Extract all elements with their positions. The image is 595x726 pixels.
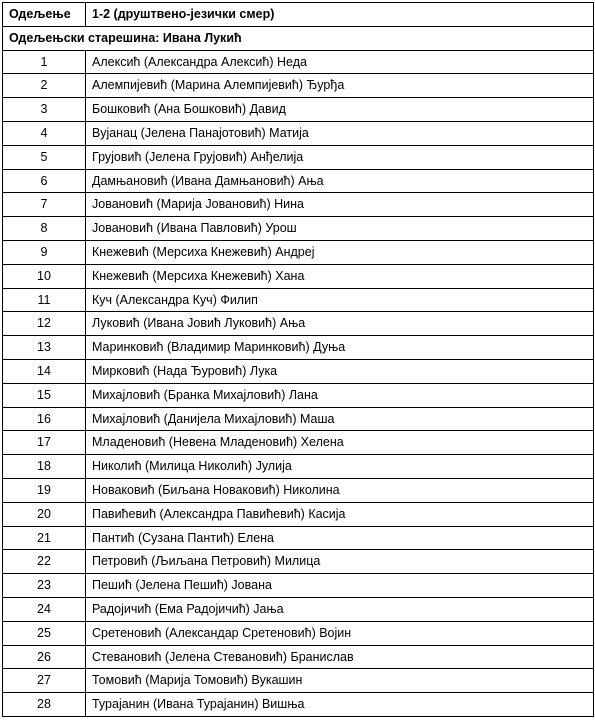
table-row bbox=[3, 502, 594, 526]
table-row bbox=[3, 121, 594, 145]
class-roster-table bbox=[2, 2, 594, 717]
student-name: Вујанац (Јелена Панајотовић) Матија bbox=[86, 121, 594, 145]
student-name: Стевановић (Јелена Стевановић) Бранислав bbox=[86, 645, 594, 669]
student-name: Томовић (Марија Томовић) Вукашин bbox=[86, 669, 594, 693]
table-row bbox=[3, 455, 594, 479]
student-name: Алемпијевић (Марина Алемпијевић) Ђурђа bbox=[86, 74, 594, 98]
student-name: Кнежевић (Мерсиха Кнежевић) Андреј bbox=[86, 240, 594, 264]
class-header-row bbox=[3, 3, 594, 27]
row-number: 5 bbox=[3, 145, 86, 169]
row-number: 23 bbox=[3, 574, 86, 598]
row-number: 7 bbox=[3, 193, 86, 217]
table-row bbox=[3, 98, 594, 122]
table-row bbox=[3, 574, 594, 598]
row-number: 14 bbox=[3, 359, 86, 383]
row-number: 15 bbox=[3, 383, 86, 407]
roster-body bbox=[3, 3, 594, 717]
table-row bbox=[3, 217, 594, 241]
table-row bbox=[3, 336, 594, 360]
row-number: 3 bbox=[3, 98, 86, 122]
student-name: Николић (Милица Николић) Јулија bbox=[86, 455, 594, 479]
table-row bbox=[3, 312, 594, 336]
table-row bbox=[3, 50, 594, 74]
student-name: Кнежевић (Мерсиха Кнежевић) Хана bbox=[86, 264, 594, 288]
student-name: Јовановић (Марија Јовановић) Нина bbox=[86, 193, 594, 217]
class-label: Одељење bbox=[3, 3, 86, 27]
table-row bbox=[3, 240, 594, 264]
table-row bbox=[3, 145, 594, 169]
student-name: Михајловић (Данијела Михајловић) Маша bbox=[86, 407, 594, 431]
row-number: 21 bbox=[3, 526, 86, 550]
row-number: 25 bbox=[3, 621, 86, 645]
student-name: Павићевић (Александра Павићевић) Касија bbox=[86, 502, 594, 526]
student-name: Петровић (Љиљана Петровић) Милица bbox=[86, 550, 594, 574]
row-number: 27 bbox=[3, 669, 86, 693]
table-row bbox=[3, 693, 594, 717]
student-name: Мирковић (Нада Ђуровић) Лука bbox=[86, 359, 594, 383]
table-row bbox=[3, 550, 594, 574]
row-number: 2 bbox=[3, 74, 86, 98]
table-row bbox=[3, 193, 594, 217]
student-name: Радојичић (Ема Радојичић) Јања bbox=[86, 597, 594, 621]
row-number: 13 bbox=[3, 336, 86, 360]
row-number: 18 bbox=[3, 455, 86, 479]
student-name: Алексић (Александра Алексић) Неда bbox=[86, 50, 594, 74]
table-row bbox=[3, 645, 594, 669]
student-name: Турајанин (Ивана Турајанин) Вишња bbox=[86, 693, 594, 717]
student-name: Сретеновић (Александар Сретеновић) Војин bbox=[86, 621, 594, 645]
row-number: 12 bbox=[3, 312, 86, 336]
student-name: Куч (Александра Куч) Филип bbox=[86, 288, 594, 312]
table-row bbox=[3, 669, 594, 693]
row-number: 6 bbox=[3, 169, 86, 193]
row-number: 24 bbox=[3, 597, 86, 621]
row-number: 9 bbox=[3, 240, 86, 264]
student-name: Дамњановић (Ивана Дамњановић) Ања bbox=[86, 169, 594, 193]
student-name: Бошковић (Ана Бошковић) Давид bbox=[86, 98, 594, 122]
student-name: Маринковић (Владимир Маринковић) Дуња bbox=[86, 336, 594, 360]
row-number: 1 bbox=[3, 50, 86, 74]
student-name: Новаковић (Биљана Новаковић) Николина bbox=[86, 478, 594, 502]
table-row bbox=[3, 597, 594, 621]
table-row bbox=[3, 288, 594, 312]
row-number: 8 bbox=[3, 217, 86, 241]
table-row bbox=[3, 407, 594, 431]
class-value: 1-2 (друштвено-језички смер) bbox=[86, 3, 594, 27]
row-number: 20 bbox=[3, 502, 86, 526]
table-row bbox=[3, 621, 594, 645]
student-name: Пантић (Сузана Пантић) Елена bbox=[86, 526, 594, 550]
table-row bbox=[3, 383, 594, 407]
row-number: 11 bbox=[3, 288, 86, 312]
table-row bbox=[3, 431, 594, 455]
table-row bbox=[3, 359, 594, 383]
homeroom-row bbox=[3, 26, 594, 50]
student-name: Михајловић (Бранка Михајловић) Лана bbox=[86, 383, 594, 407]
row-number: 19 bbox=[3, 478, 86, 502]
row-number: 16 bbox=[3, 407, 86, 431]
student-name: Младеновић (Невена Младеновић) Хелена bbox=[86, 431, 594, 455]
row-number: 26 bbox=[3, 645, 86, 669]
row-number: 4 bbox=[3, 121, 86, 145]
table-row bbox=[3, 478, 594, 502]
table-row bbox=[3, 526, 594, 550]
table-row bbox=[3, 74, 594, 98]
row-number: 22 bbox=[3, 550, 86, 574]
student-name: Пешић (Јелена Пешић) Јована bbox=[86, 574, 594, 598]
row-number: 28 bbox=[3, 693, 86, 717]
table-row bbox=[3, 169, 594, 193]
table-row bbox=[3, 264, 594, 288]
row-number: 17 bbox=[3, 431, 86, 455]
student-name: Грујовић (Јелена Грујовић) Анђелија bbox=[86, 145, 594, 169]
row-number: 10 bbox=[3, 264, 86, 288]
homeroom-teacher: Одељењски старешина: Ивана Лукић bbox=[3, 26, 594, 50]
student-name: Јовановић (Ивана Павловић) Урош bbox=[86, 217, 594, 241]
student-name: Луковић (Ивана Јовић Луковић) Ања bbox=[86, 312, 594, 336]
